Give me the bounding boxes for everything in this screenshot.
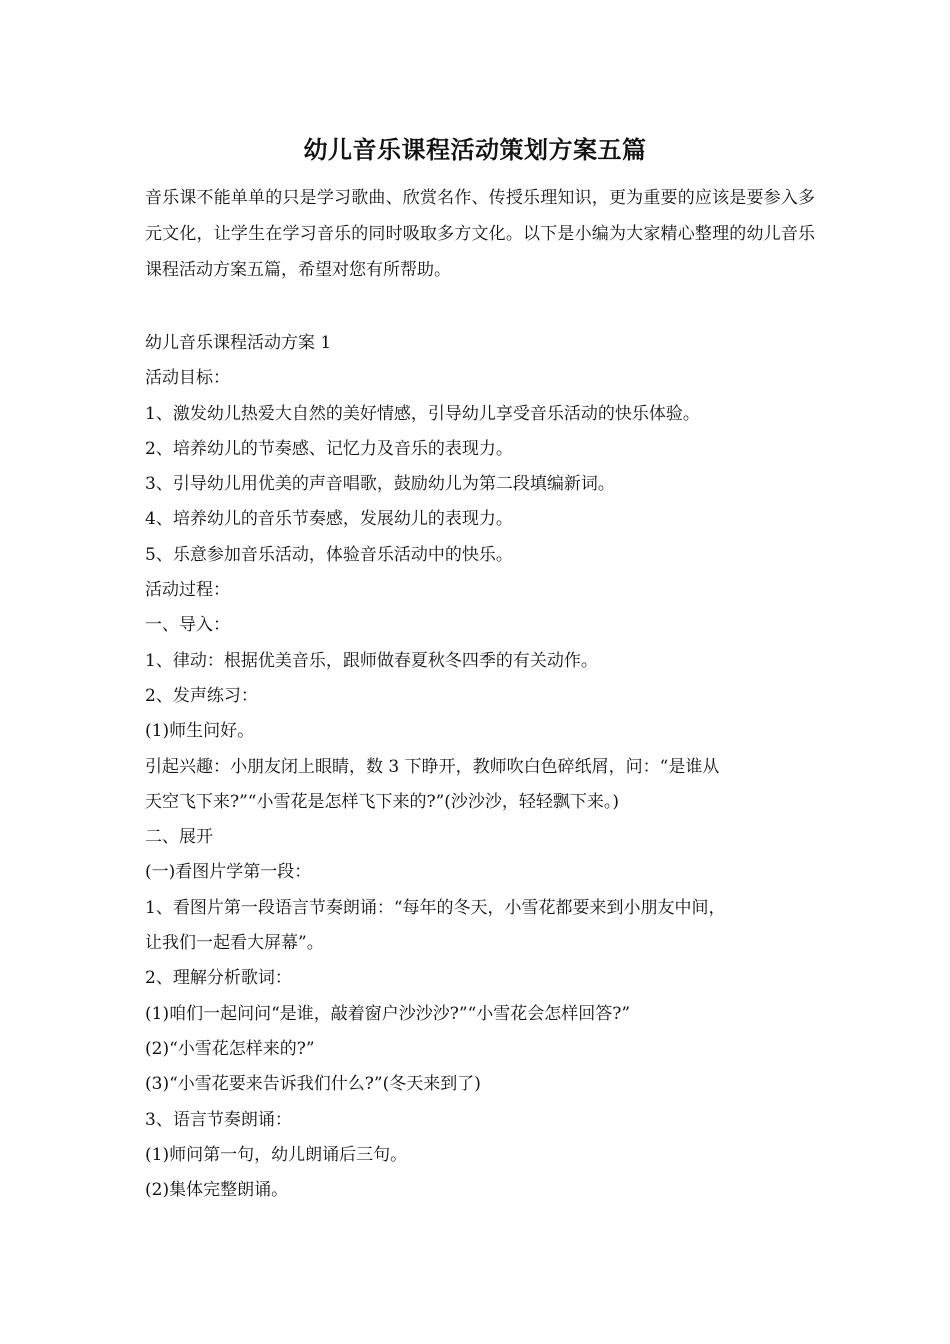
text-line: (3)“小雪花要来告诉我们什么?”(冬天来到了) [145,1074,481,1095]
text-line: (1)师问第一句，幼儿朗诵后三句。 [145,1144,408,1165]
text-line: 二、展开 [145,827,213,848]
text-line: 3、引导幼儿用优美的声音唱歌，鼓励幼儿为第二段填编新词。 [145,474,615,495]
text-line: 让我们一起看大屏幕”。 [145,933,324,954]
text-line: 2、培养幼儿的节奏感、记忆力及音乐的表现力。 [145,438,513,459]
text-line: 5、乐意参加音乐活动，体验音乐活动中的快乐。 [145,544,513,565]
document-body [145,326,815,1208]
text-line: (1)咱们一起问问“是谁，敲着窗户沙沙沙?”“小雪花会怎样回答?” [145,1003,631,1024]
text-line: 一、导入： [145,615,230,636]
text-line: 1、律动：根据优美音乐，跟师做春夏秋冬四季的有关动作。 [145,650,598,671]
intro-paragraph [145,180,815,288]
text-line: 天空飞下来?”“小雪花是怎样飞下来的?”(沙沙沙，轻轻飘下来。) [145,791,620,812]
document-title: 幼儿音乐课程活动策划方案五篇 [303,135,647,164]
text-line: (2)“小雪花怎样来的?” [145,1038,315,1059]
text-line: 2、理解分析歌词： [145,968,292,989]
text-line: 2、发声练习： [145,685,258,706]
text-line: (2)集体完整朗诵。 [145,1180,289,1201]
text-line: 1、看图片第一段语言节奏朗诵：“每年的冬天，小雪花都要来到小朋友中间， [145,897,726,918]
text-line: 活动过程： [145,580,230,601]
text-line: 1、激发幼儿热爱大自然的美好情感，引导幼儿享受音乐活动的快乐体验。 [145,403,700,424]
section-heading: 幼儿音乐课程活动方案 1 [145,333,332,353]
text-line: 4、培养幼儿的音乐节奏感，发展幼儿的表现力。 [145,509,513,530]
text-line: 引起兴趣：小朋友闭上眼睛，数 3 下睁开，教师吹白色碎纸屑，问：“是谁从 [145,756,720,777]
text-line: (1)师生问好。 [145,721,255,742]
text-line: 3、语言节奏朗诵： [145,1109,292,1130]
text-line: 活动目标： [145,368,230,389]
text-line: (一)看图片学第一段： [145,862,312,883]
intro-text: 音乐课不能单单的只是学习歌曲、欣赏名作、传授乐理知识，更为重要的应该是要参入多元文化，让学生在学习音乐的同时吸取多方文化。以下是小编为大家精心整理的幼儿音乐课程活动方案五篇，希望对您有所帮助。 [145,188,815,280]
